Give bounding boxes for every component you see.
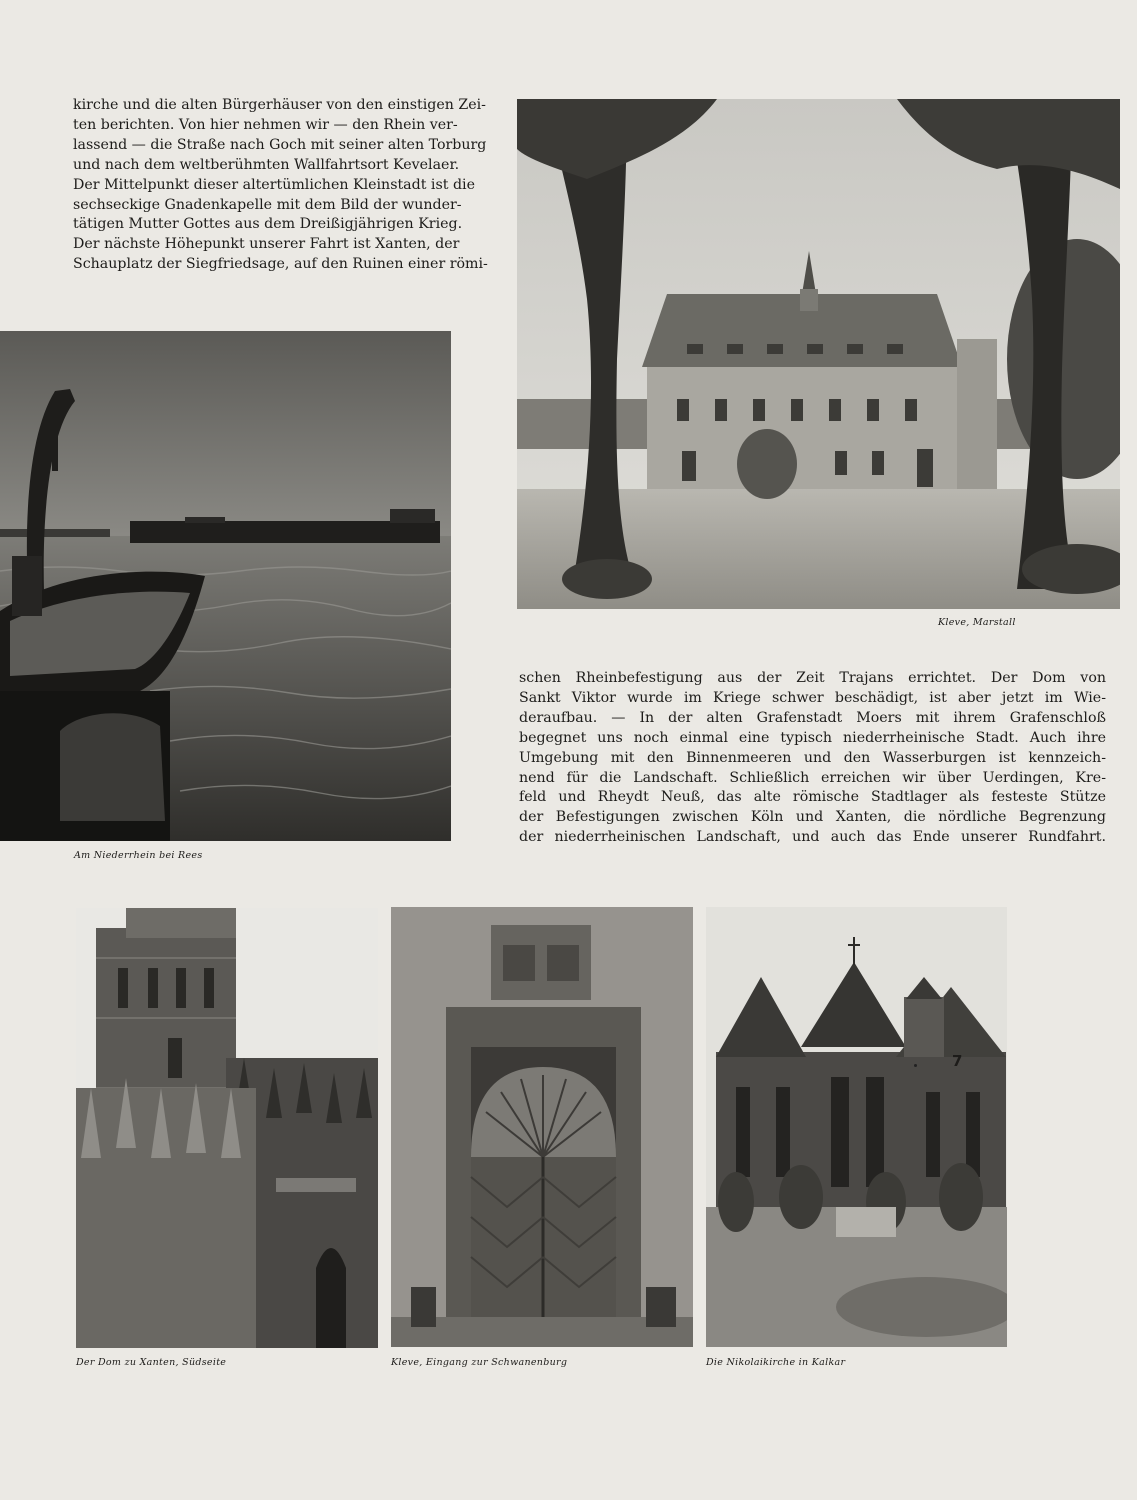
text-line: lassend — die Straße nach Goch mit seiner alten Torburg: [73, 136, 487, 153]
caption-schwanenburg: Kleve, Eingang zur Schwanenburg: [391, 1357, 568, 1368]
photo-niederrhein-rees: [0, 331, 451, 841]
text-line: der Befestigungen zwischen Köln und Xanten, die nördliche Begrenzung: [519, 809, 1106, 826]
photo-dom-xanten: [76, 908, 378, 1348]
text-column-top: [73, 96, 488, 275]
page-number-dot: [914, 1064, 917, 1067]
photo-kleve-marstall: [517, 99, 1120, 609]
text-line: kirche und die alten Bürgerhäuser von den einstigen Zei-: [73, 97, 486, 113]
text-line: Umgebung mit den Binnenmeeren und den Wasserburgen ist kennzeich-: [519, 749, 1106, 766]
text-line: begegnet uns noch einmal eine typisch niederrheinische Stadt. Auch ihre: [519, 729, 1106, 746]
page-number: 7: [952, 1052, 963, 1070]
text-line: feld und Rheydt Neuß, das alte römische Stadtlager als festeste Stütze: [519, 789, 1106, 806]
photo-schwanenburg: [391, 907, 693, 1347]
text-line: sechseckige Gnadenkapelle mit dem Bild der wunder-: [73, 196, 462, 213]
rees-image: [0, 331, 451, 841]
photo-nikolaikirche-kalkar: [706, 907, 1007, 1347]
caption-niederrhein-rees: Am Niederrhein bei Rees: [74, 850, 203, 861]
caption-kleve-marstall: Kleve, Marstall: [938, 617, 1016, 628]
text-line: Der Mittelpunkt dieser altertümlichen Kleinstadt ist die: [73, 176, 475, 193]
schwanenburg-image: [391, 907, 693, 1347]
text-line: schen Rheinbefestigung aus der Zeit Trajans errichtet. Der Dom von: [519, 670, 1106, 686]
text-line: ten berichten. Von hier nehmen wir — den Rhein ver-: [73, 116, 458, 133]
text-line: und nach dem weltberühmten Wallfahrtsort Kevelaer.: [73, 156, 460, 173]
marstall-image: [517, 99, 1120, 609]
text-column-middle: [519, 669, 1106, 848]
text-line: Schauplatz der Siegfriedsage, auf den Ruinen einer römi-: [73, 256, 488, 273]
xanten-image: [76, 908, 378, 1348]
text-line: tätigen Mutter Gottes aus dem Dreißigjährigen Krieg.: [73, 216, 463, 233]
kalkar-image: [706, 907, 1007, 1347]
text-line: Sankt Viktor wurde im Kriege schwer beschädigt, ist aber jetzt im Wie-: [519, 689, 1106, 706]
text-line: deraufbau. — In der alten Grafenstadt Moers mit ihrem Grafenschloß: [519, 709, 1106, 726]
caption-dom-xanten: Der Dom zu Xanten, Südseite: [76, 1357, 227, 1368]
text-line: Der nächste Höhepunkt unserer Fahrt ist Xanten, der: [73, 236, 460, 253]
text-line: nend für die Landschaft. Schließlich erreichen wir über Uerdingen, Kre-: [519, 769, 1106, 786]
caption-nikolaikirche-kalkar: Die Nikolaikirche in Kalkar: [706, 1357, 846, 1368]
text-line: der niederrheinischen Landschaft, und auch das Ende unserer Rundfahrt.: [519, 829, 1106, 846]
